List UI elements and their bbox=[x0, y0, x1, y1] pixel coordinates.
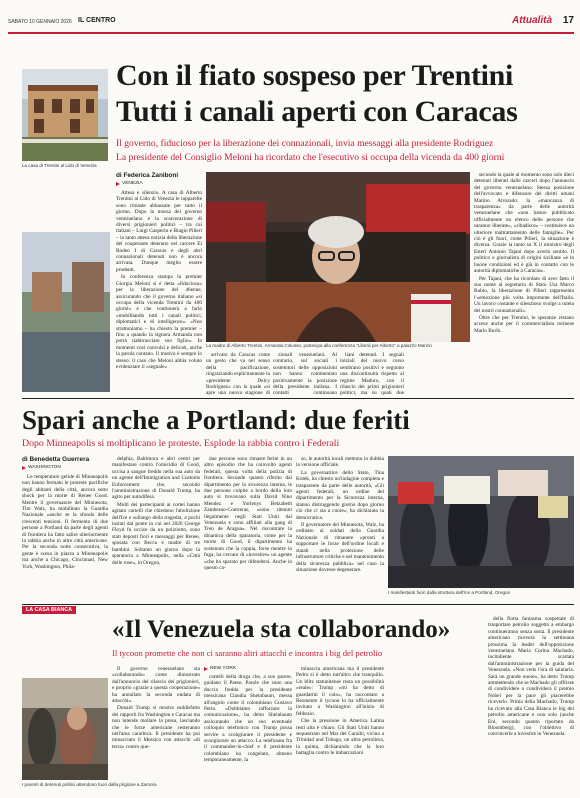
header-rule bbox=[8, 32, 574, 34]
story2-column-3 bbox=[204, 456, 292, 596]
story2-column-2 bbox=[112, 456, 200, 596]
paragraph: Il governatore del Minnesota, Walz, ha ordinato ai soldati della Guardia Nazionale di rimanere «pronti a supportare le forze dell'ordine locali e statali nella protezione delle infrastrutture critiche e nel mantenimento della sicurezza pubblica» nel caso la situazione dovesse degenerare. bbox=[296, 522, 384, 573]
paragraph: In conferenza stampa la premier Giorgia Meloni si è detta «fiduciosa» per la liberazione del 46enne, assicurando che il governo italiano «si occupa della vicenda Trentini da 400 giorni» e che continuerà a farlo «mobilitando tutti i canali politici, diplomatici e di intelligence». «Non strattoniamo – ha chiesto la premier – fino a quando la signora Armanda non potrà riabbracciare suo figlio». In momenti così convulsi e delicati, anche la parola contano. Il motivo è sempre lo stesso: il caso che Meloni abbia voluto evidenziare il «segnale» bbox=[116, 274, 202, 370]
section-tag bbox=[22, 606, 76, 614]
paragraph: zionali venezuelani. Al contrario, sul sociali i sostenitori delle opposizioni non hanno commentato positivamente la posizione della presidente italiana. I contatti continuano bbox=[273, 352, 337, 396]
story3-column-1 bbox=[112, 666, 200, 780]
paragraph: delphia, Baltimora e altri centri per manifestare contro l'omicidio di Good, uccisa a sangue freddo nella sua auto da un agente dell'Immigration and Customs Enforcement che, secondo l'amministrazione di Donald Trump, ha agito per autodifesa. bbox=[112, 456, 200, 501]
story2-dateline-text: WASHINGTON bbox=[28, 465, 61, 470]
story1-subhead-line2: La presidente del Consiglio Meloni ha ricordato che l'esecutivo si occupa della vicenda da 400 giorni bbox=[116, 152, 505, 163]
paper-name: IL CENTRO bbox=[78, 17, 116, 24]
story3-column-3 bbox=[296, 666, 384, 792]
venice-lido-photo bbox=[22, 232, 110, 392]
story1-dateline-text: VENEZIA bbox=[122, 181, 143, 186]
story3-column-2 bbox=[204, 674, 292, 792]
portland-protest-photo bbox=[388, 456, 574, 588]
paragraph: Il governo venezuelano sta «collaborando» come dimostrato dall'annuncio del rilascio dei prigionieri, e proprio «grazie a questa cooperazione» ha annullato la seconda ondata di attacchi». bbox=[112, 666, 200, 705]
story1-column-4 bbox=[340, 352, 404, 396]
zamora-prison-photo bbox=[22, 678, 108, 780]
story3-subhead: Il tycoon promette che non ci saranno altri attacchi e incontra i big del petrolio bbox=[112, 648, 383, 658]
dateline-marker-icon bbox=[116, 182, 120, 186]
story3-dateline bbox=[204, 666, 236, 671]
story1-column-3 bbox=[273, 352, 337, 396]
section-tag-bar bbox=[22, 604, 574, 613]
story2-headline: Spari anche a Portland: due feriti bbox=[22, 405, 410, 435]
story2-column-4 bbox=[296, 456, 384, 596]
armanda-colusso-photo bbox=[206, 172, 470, 342]
zamora-prison-caption: I parenti di detenuti politici attendono fuori dalla prigione a Zamora bbox=[22, 782, 157, 787]
story1-column-5 bbox=[474, 172, 574, 394]
paragraph: so, le autorità locali mettono in dubbia la versione ufficiale. bbox=[296, 456, 384, 469]
story1-subhead-line1: Il governo, fiducioso per la liberazione dei connazionali, invia messaggi alla presidente Rodriguez bbox=[116, 138, 494, 149]
paragraph: liani detenuti. I segnali iniziali del nuovo corso sembrano positivi e seguono una discontinuità rispetto al regime Maduro, con il rilascio dei primi prigionieri politici, ma su quali due bbox=[340, 352, 404, 396]
paragraph: secondo la quale al momento sono solo dieci detenuti liberati dalle carceri dopo l'annuncio del governo venezuelano. Stessa posizione dell'avvocato e difensore dei diritti umani Marino Alvarado: la «mancanza di trasparenza» da parte delle autorità venezuelane che «non hanno pubblicato ufficialmente un elenco delle persone che saranno liberate», «ribadisce» – costituisce un ulteriore maltrattamento delle famiglie». Per ciò è gli fuori, come Pilieri, la situazione è diversa. Grazie la tanto su X il ministro degli Esteri Antonio Tajani dopo averlo sentito. Il politico e giornalista di origini siciliane «è in buone condizioni ed è già in contatto con le autorità diplomatiche a Caracas». bbox=[474, 172, 574, 275]
page-number: 17 bbox=[562, 15, 574, 26]
paragraph: Oltre che per Trentini, le speranze restano accese anche per il commercialista torinese Mario Burlò. bbox=[474, 314, 574, 334]
paragraph: Donald Trump si mostra soddisfatto dei rapporti fra Washington e Caracas ma non intende mollare la presa, lasciando che le forze americane resteranno nell'area caraibica. Il presidente ha poi minacciato il Messico con attacchi «di terra» contro que- bbox=[112, 705, 200, 750]
paragraph: Attesa e silenzio. A casa di Alberto Trentini al Lido di Venezia le tapparelle sono rimaste abbassate per tutto il giorno. Dopo la mossa del governo venezuelano e la scarcerazione di diversi prigionieri politici – tra cui italiani – Luigi Gasperin e Biagio Pilieri – la tanto attesa notizia della liberazione del cooperante detenuto nel carcere El Rodeo I di Caracas e degli altri connazionali detenuti non è ancora arrivata. Dunque meglio essere prudenti. bbox=[116, 190, 202, 273]
story1-headline-line2: Tutti i canali aperti con Caracas bbox=[116, 95, 518, 128]
section-tag-text: LA CASA BIANCA bbox=[26, 607, 73, 613]
story2-column-1 bbox=[22, 474, 108, 596]
dateline-marker-icon bbox=[22, 466, 26, 470]
issue-date: SABATO 10 GENNAIO 2026 bbox=[8, 19, 72, 25]
armanda-colusso-caption: La madre di Alberto Trentini, Armanda Colusso, partecipa alla conferenza "Liberà per Alberto" a palazzo Marino bbox=[206, 343, 432, 348]
story1-headline-line1: Con il fiato sospeso per Trentini bbox=[116, 59, 514, 92]
story1-bottom-rule bbox=[22, 398, 574, 399]
dateline-marker-icon bbox=[204, 667, 208, 671]
story1-column-1 bbox=[116, 190, 202, 394]
paragraph: minaccia americana ma il presidente Pedro si è detto tutt'altro che tranquillo. Un blitz statunitense resta un possibilità «reale»: Trump «mi ha detto di guardarmi il culo», ha raccontato a Bezmente il tycoon lo ha ufficialmente invitato a Washington all'inizio di febbraio. bbox=[296, 666, 384, 717]
story2-byline: di Benedetta Guerrera bbox=[22, 456, 90, 463]
story3-dateline-text: NEW YORK bbox=[210, 666, 237, 671]
paragraph: cartelli della droga che, a suo parere, guidano il Paese. Parole che sono una doccia fredda per la presidente messicana Claudia Sheinbaum, messa all'angolo come il colombiano Gustavo Petro. «Dobbiamo rafforzare la comunicazione», ha detto Sheinbaum assicurando che un suo eventuale colloquio telefonico con Trump possa servire a scongiurare il presidente e scongiurare un attacco. La telefonata fra il commander-in-chief e il presidente colombiano ha congelato, almeno temporaneamente, la bbox=[204, 674, 292, 764]
trentini-house-caption: La casa di Trentini al Lido di Venezia bbox=[22, 163, 97, 168]
portland-protest-caption: I manifestanti fuori dalla struttura dell'Ice a Portland, Oregon bbox=[388, 590, 511, 595]
story1-column-2 bbox=[206, 352, 270, 396]
story1-dateline bbox=[116, 181, 143, 186]
paragraph: La governatrice dello Stato, Tina Kotek, ha chiesto un'indagine completa e trasparente da parte delle autorità, «Gli agenti federali, un ordine del dipartimento per la Sicurezza interna, stanno distruggendo giorno dopo giorno ciò che ci sta a cuore», ha dichiarato la democratica. bbox=[296, 469, 384, 521]
paragraph: Le temperature gelide di Minneapolis non hanno fermato le proteste pacifiche degli abitanti della città, ancora sotto shock per la morte di Renee Good. Mentre il governatore del Minnesota, Tim Walz, ha mobilitato la Guardia Nazionale «anche se la sfondo delle crescenti tensioni. Il fermento di due persone a Portland da parte degli agenti di frontiera ha fatto salire ulteriormente la rabbia anche in altre città americane. Per la seconda notte consecutiva, la gente è scesa in piazza a Minneapolis ma anche a Chicago, Cincinnati, New York, Washington, Phila- bbox=[22, 474, 108, 570]
paragraph: due persone sono rimaste ferite in un altro episodio che ha coinvolto agenti federali, questa volta della polizia di frontiera. Secondo quanto riferito dal dipartimento per la sicurezza interna, le due persone colpite a bordo della loro auto si trovavano sulla David Nino Mendez e Yorlenys Betzabeth Zambrano-Contreras, «sono ritenuti llegalmente negli Stati Uniti dal Venezuela e sono affiliati alla gang di Tren de Aragua». Nel riscontrare la dinamica della sparatoria, come per la morte di Good, il dipartimento ha sostenuto che la coppia, forse mentre in fuga, ha cercato di «investire» un agente «che ha sparato per difendersi. Anche in questo ca- bbox=[204, 456, 292, 571]
story3-column-4 bbox=[488, 616, 574, 792]
section-label: Attualità bbox=[512, 15, 552, 26]
story1-byline: di Federica Zaniboni bbox=[116, 172, 179, 179]
trentini-house-photo bbox=[22, 69, 108, 161]
paragraph: Per Tajani, che ha ricordato di aver fatto il suo nome al segretario di Stato Usa Marco Rubio, la liberazione di Pilieri rappresenta l'«emozione più volta importante dell'Italia. Un lavoro costante e silenzioso svolge a tutela dei nostri connazionali». bbox=[474, 275, 574, 314]
story2-subhead: Dopo Minneapolis si moltiplicano le proteste. Esplode la rabbia contro i Federali bbox=[22, 438, 340, 449]
story3-headline: «Il Venezuela sta collaborando» bbox=[112, 616, 451, 643]
page-header bbox=[8, 14, 574, 30]
paragraph: Che la pressione in America Latina resti alta è chiaro. Gli Stati Uniti hanno sequestrato nel Mar dei Caraibi, vicino a Trinidad and Tobago, un altra petroliera, la quinta, dichiarando che la loro battaglia contro le imbarcazioni bbox=[296, 718, 384, 757]
paragraph: Molti dei partecipanti ai cortei hanno agitato cartelli che chiedono l'abolizione dell'Ice e sullango della tragedia, a pochi isolati dal ponte in cui nel 2020 George Floyd fu ucciso da un poliziotto, sono stati deposti fiori e messaggi per Renee, sposata con Becca e madre di tre bambini. Soltanto un giorno dopo la sparatoria a Minneapolis, nella «Città delle rose», in Oregon, bbox=[112, 501, 200, 566]
paragraph: arrivato da Caracas come un gesto che va nel senso della pacificazione, ringraziando esplicitamente la «presidente Delcy Rodriguez» con la quale «si apre una nuova stagione di bbox=[206, 352, 270, 396]
paragraph: della flotta fantasma sospettate di trasportare petrolio soggetto a embargo continueranno senza sosta. Il presidente americano riceverà la settimana prossima la leader dell'opposizione venezuelana Maria Corina Machado, incitaliente scartata dall'amministrazione per la guida del Venezuela. «Non vedo l'ora di salutarla. Sarà un grande onore», ha detto Trump ammettendo che se Machado gli offrisse di condividere o condividerà il premio Nobel per la pace gli piacerebbe riceverlo. Prima della Machado, Trump ha ricevuto alla Casa Bianca le big del petrolio americane e non solo (anche Eni, secondo quanto riportato da Bloomberg), con l'obiettivo di convincerle a investire in Venezuela. bbox=[488, 616, 574, 738]
story2-dateline bbox=[22, 465, 61, 470]
